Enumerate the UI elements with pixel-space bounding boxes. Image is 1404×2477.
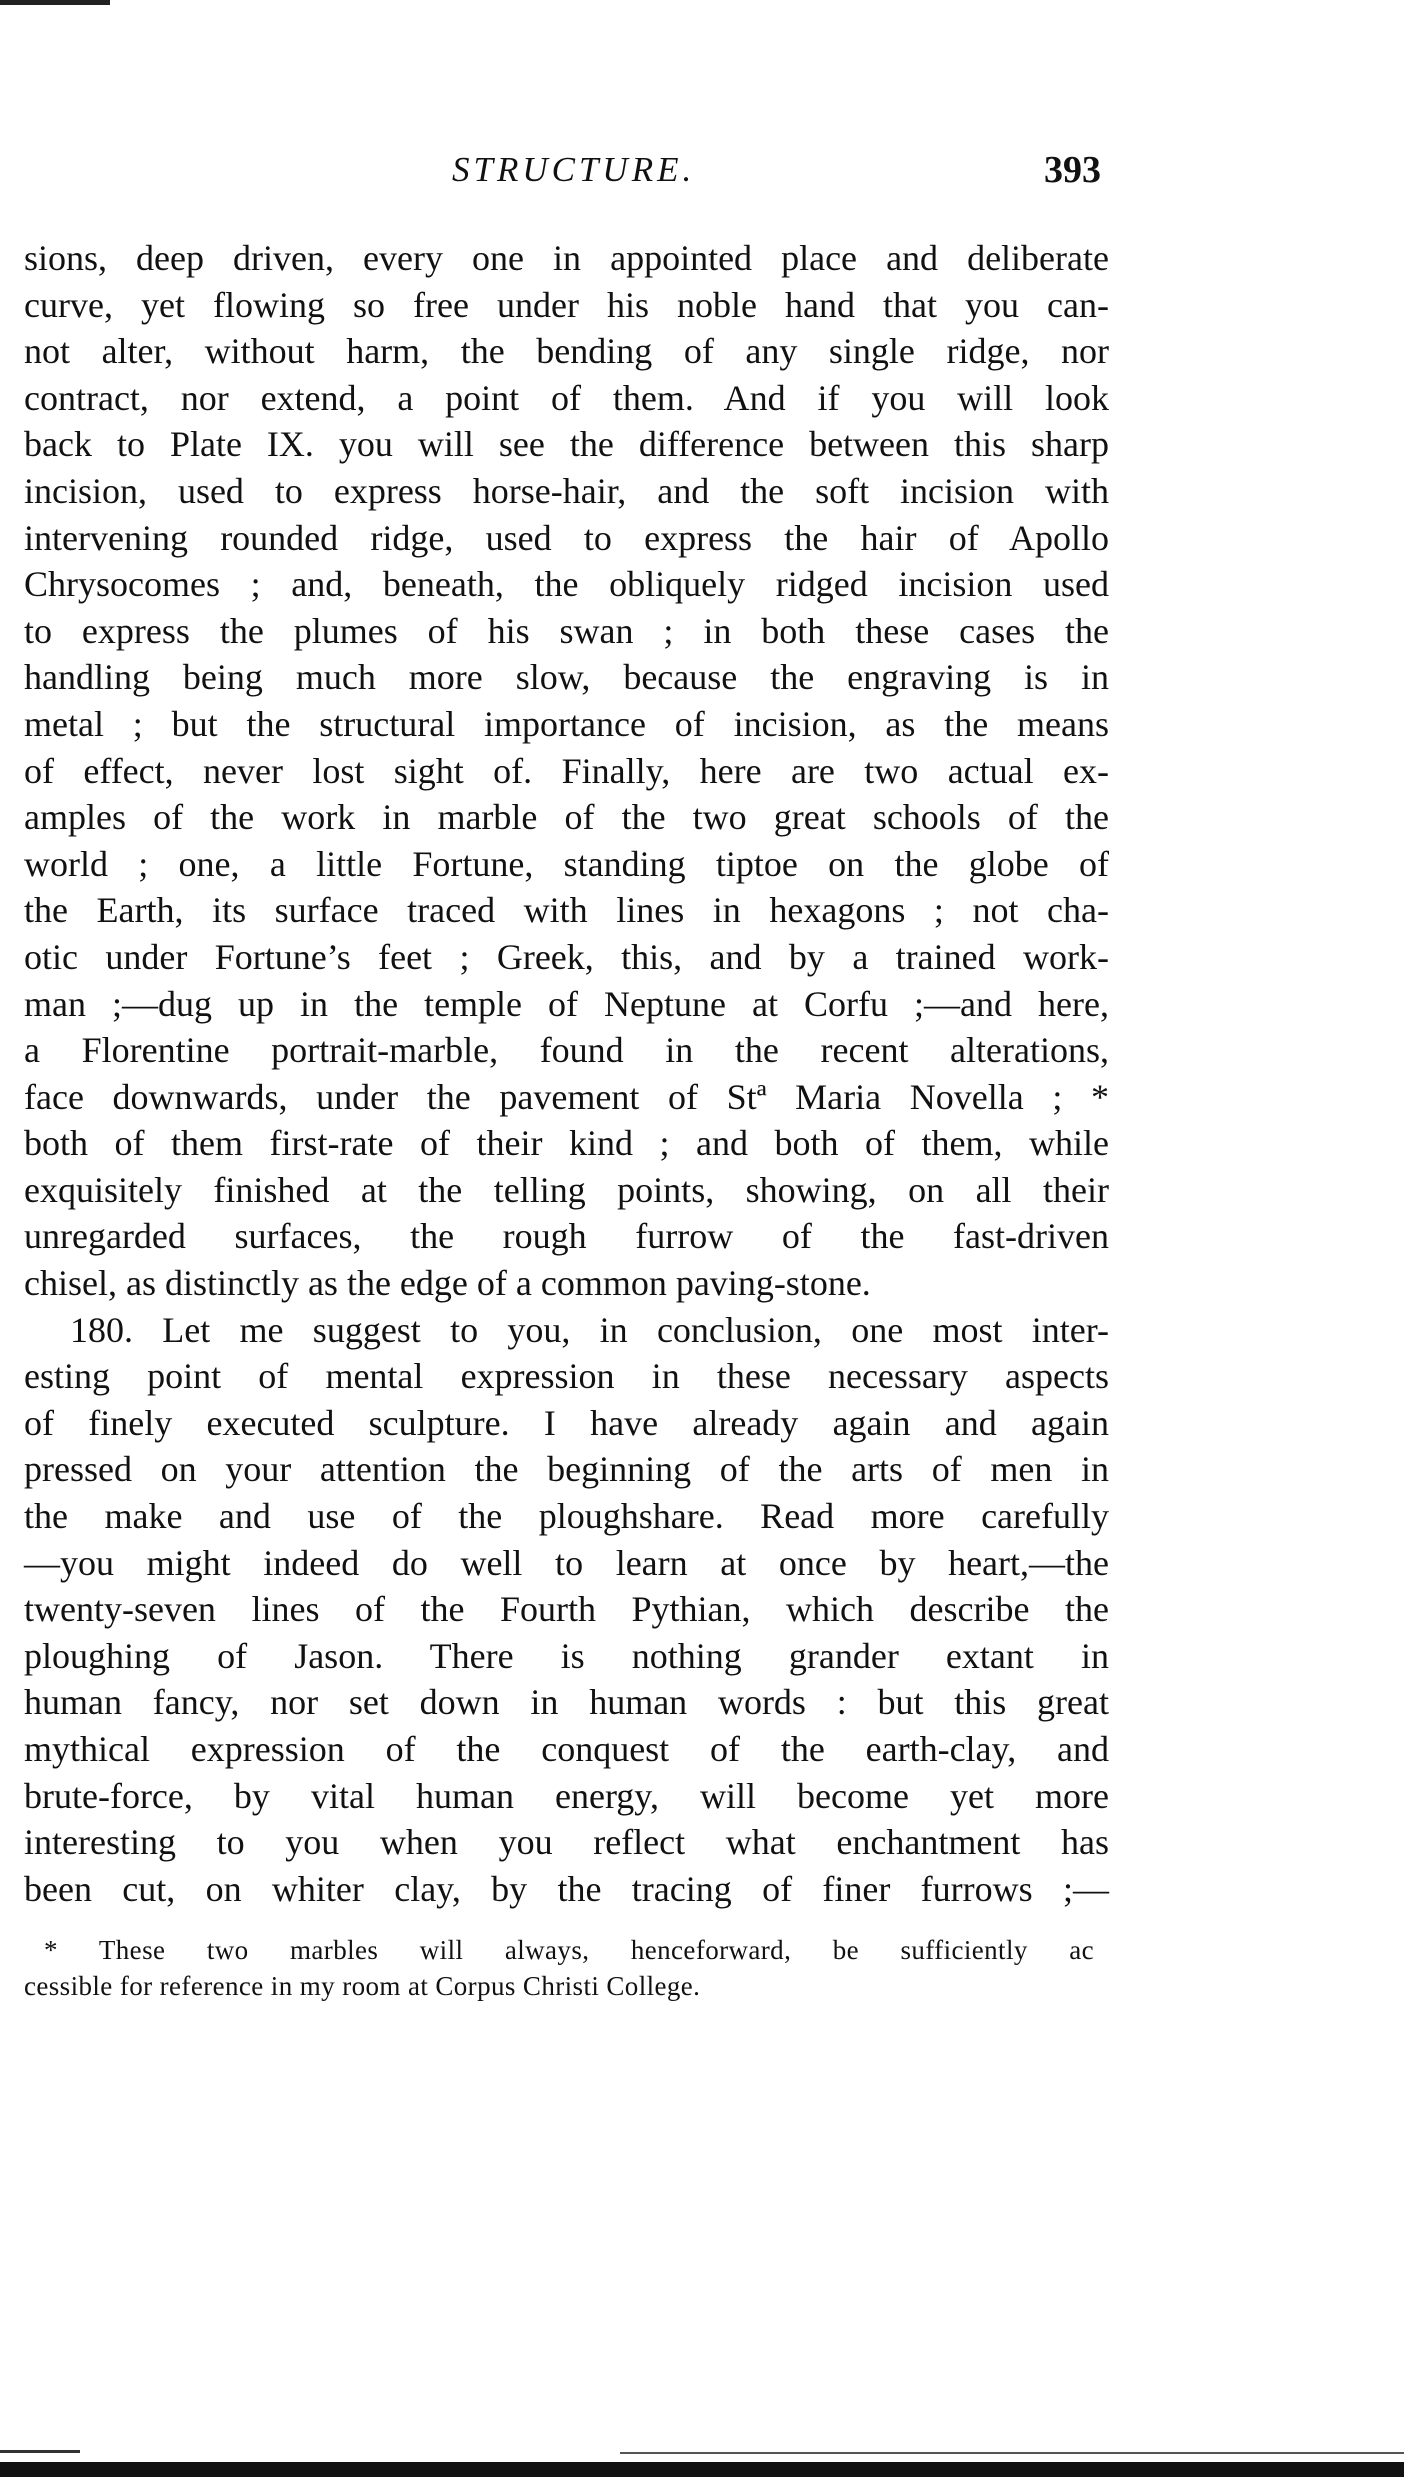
text-line: of finely executed sculpture. I have already again and again: [24, 1402, 1109, 1443]
text-line: of effect, never lost sight of. Finally, here are two actual ex-: [24, 750, 1109, 791]
text-line: handling being much more slow, because the engraving is in: [24, 657, 1109, 698]
text-line: pressed on your attention the beginning of the arts of men in: [24, 1449, 1109, 1490]
text-line: brute-force, by vital human energy, will become yet more: [24, 1775, 1109, 1816]
text-line: intervening rounded ridge, used to express the hair of Apollo: [24, 517, 1109, 558]
page-number: 393: [1044, 149, 1101, 191]
text-line: not alter, without harm, the bending of any single ridge, nor: [24, 331, 1109, 372]
text-line: curve, yet flowing so free under his noble hand that you can-: [24, 284, 1109, 325]
text-line: back to Plate IX. you will see the difference between this sharp: [24, 424, 1109, 465]
footnote-line: cessible for reference in my room at Corpus Christi College.: [24, 1971, 701, 2001]
bottom-edge-mark: [0, 2450, 80, 2453]
text-line: been cut, on whiter clay, by the tracing of finer furrows ;—: [24, 1868, 1109, 1909]
page-header: [0, 150, 1404, 200]
text-line: chisel, as distinctly as the edge of a common paving-stone.: [24, 1263, 871, 1304]
footnote-line: * These two marbles will always, henceforward, be sufficiently ac: [44, 1935, 1094, 1965]
text-line: a Florentine portrait-marble, found in the recent alterations,: [24, 1030, 1109, 1071]
text-line: to express the plumes of his swan ; in both these cases the: [24, 610, 1109, 651]
text-line: twenty-seven lines of the Fourth Pythian, which describe the: [24, 1589, 1109, 1630]
text-line: esting point of mental expression in these necessary aspects: [24, 1356, 1109, 1397]
text-line: interesting to you when you reflect what enchantment has: [24, 1822, 1109, 1863]
running-head: STRUCTURE.: [452, 150, 696, 189]
top-edge-rule: [0, 0, 110, 5]
text-line: amples of the work in marble of the two great schools of the: [24, 797, 1109, 838]
text-line: exquisitely finished at the telling points, showing, on all their: [24, 1169, 1109, 1210]
text-line: metal ; but the structural importance of incision, as the means: [24, 703, 1109, 744]
text-line: human fancy, nor set down in human words : but this great: [24, 1682, 1109, 1723]
text-line: —you might indeed do well to learn at once by heart,—the: [24, 1542, 1109, 1583]
text-line: ploughing of Jason. There is nothing grander extant in: [24, 1635, 1109, 1676]
text-line: both of them first-rate of their kind ; and both of them, while: [24, 1123, 1109, 1164]
text-line: sions, deep driven, every one in appointed place and deliberate: [24, 238, 1109, 278]
text-line: otic under Fortune’s feet ; Greek, this, and by a trained work-: [24, 936, 1109, 977]
paragraph-start-line: 180. Let me suggest to you, in conclusion, one most inter-: [70, 1309, 1109, 1350]
text-line: mythical expression of the conquest of the earth-clay, and: [24, 1729, 1109, 1769]
text-line: the Earth, its surface traced with lines in hexagons ; not cha-: [24, 890, 1109, 931]
text-line: the make and use of the ploughshare. Read more carefully: [24, 1496, 1109, 1537]
text-line: man ;—dug up in the temple of Neptune at Corfu ;—and here,: [24, 983, 1109, 1024]
text-line: Chrysocomes ; and, beneath, the obliquely ridged incision used: [24, 564, 1109, 605]
text-line: world ; one, a little Fortune, standing tiptoe on the globe of: [24, 843, 1109, 884]
text-line: unregarded surfaces, the rough furrow of the fast-driven: [24, 1216, 1109, 1257]
bottom-edge-mark: [620, 2452, 1404, 2454]
text-line: incision, used to express horse-hair, and the soft incision with: [24, 470, 1109, 511]
footnote: [24, 1932, 1094, 2004]
text-line: face downwards, under the pavement of Stª Maria Novella ; *: [24, 1076, 1109, 1117]
bottom-edge-rule: [0, 2462, 1404, 2477]
body-text: [24, 235, 1109, 1912]
text-line: contract, nor extend, a point of them. And if you will look: [24, 377, 1109, 418]
